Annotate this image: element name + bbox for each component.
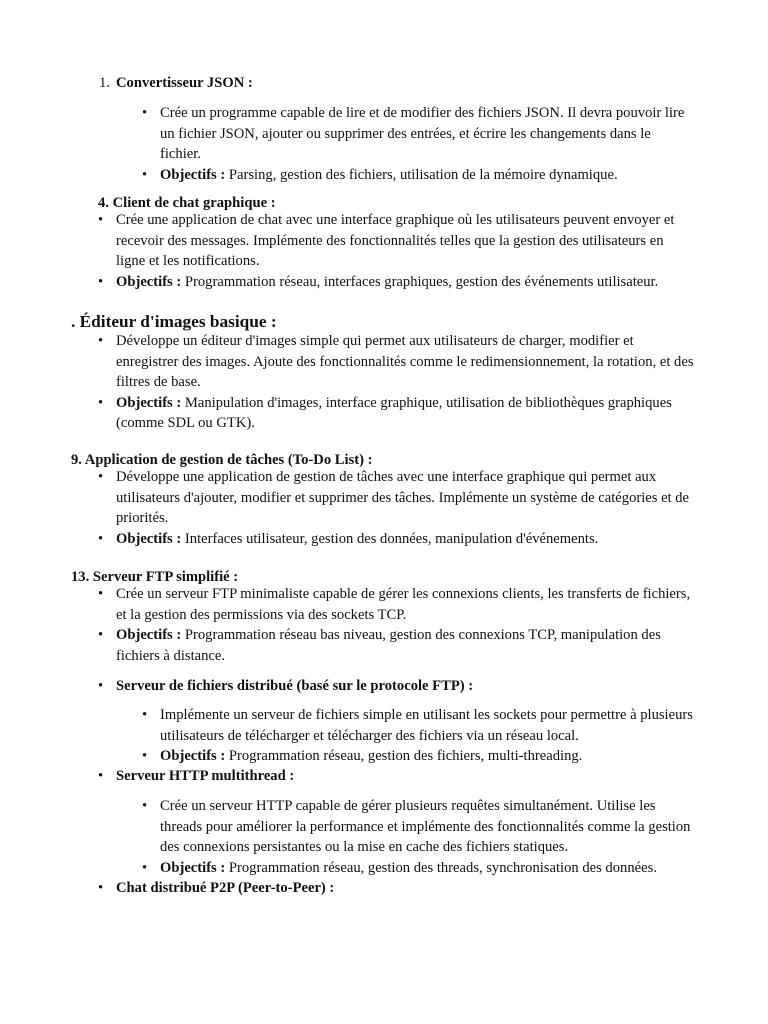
section-heading: Serveur HTTP multithread : (116, 768, 295, 784)
item-text: Objectifs : Parsing, gestion des fichiers, utilisation de la mémoire dynamique. (160, 166, 618, 183)
objectifs-label: Objectifs : (160, 748, 226, 764)
list-item (142, 858, 694, 879)
item-text: Crée un serveur FTP minimaliste capable de gérer les connexions clients, les transferts de fichiers, et la gestion des permissions via des sockets TCP. (116, 586, 691, 623)
section-json-converter-items (142, 103, 694, 185)
item-text: Objectifs : Interfaces utilisateur, gestion des données, manipulation d'événements. (116, 530, 599, 547)
item-text: Objectifs : Programmation réseau, gestion des threads, synchronisation des données. (160, 859, 657, 876)
section-heading: Convertisseur JSON : (116, 75, 253, 91)
objectifs-label: Objectifs : (160, 859, 226, 876)
objectifs-label: Objectifs : (160, 166, 226, 183)
bullet: • (142, 859, 148, 876)
bullet: • (98, 394, 104, 411)
section-distributed-file-server-items (142, 705, 694, 767)
list-item (142, 705, 694, 746)
section-http-server-items (142, 796, 694, 878)
bullet: • (98, 469, 104, 485)
bullet: • (98, 880, 104, 896)
bullet: • (98, 212, 104, 228)
section-http-server (98, 766, 696, 787)
list-item (142, 746, 694, 767)
list-number: 1. (99, 75, 110, 91)
bullet: • (142, 105, 148, 121)
item-text: Objectifs : Programmation réseau, gestion des fichiers, multi-threading. (160, 748, 583, 764)
list-item (98, 467, 696, 529)
bullet: • (98, 273, 104, 290)
section-json-converter (99, 73, 706, 94)
item-text: Objectifs : Manipulation d'images, interface graphique, utilisation de bibliothèques graphiques (comme SDL ou GTK). (116, 394, 672, 431)
list-item (98, 272, 696, 293)
list-item (98, 625, 696, 666)
item-text: Développe un éditeur d'images simple qui permet aux utilisateurs de charger, modifier et enregistrer des images. Ajoute des fonctionnalités comme le redimensionnement, la rotation, et des filtres de base. (116, 333, 694, 390)
bullet: • (98, 586, 104, 602)
section-heading: Serveur de fichiers distribué (basé sur le protocole FTP) : (116, 678, 474, 694)
section-chat-client-items (98, 210, 696, 292)
item-text: Développe une application de gestion de tâches avec une interface graphique qui permet aux utilisateurs d'ajouter, modifier et supprimer des tâches. Implémente un système de catégories et de priorités. (116, 469, 690, 526)
objectifs-label: Objectifs : (116, 530, 182, 547)
section-todo-app-items (98, 467, 696, 549)
objectifs-label: Objectifs : (116, 273, 182, 290)
item-text: Crée une application de chat avec une interface graphique où les utilisateurs peuvent envoyer et recevoir des messages. Implémente des fonctionnalités telles que la gestion des utilisateurs en ligne et les notifications. (116, 212, 675, 269)
list-item (98, 331, 696, 393)
section-image-editor-items (98, 331, 696, 434)
objectifs-label: Objectifs : (116, 394, 182, 411)
bullet: • (98, 333, 104, 349)
section-heading: Chat distribué P2P (Peer-to-Peer) : (116, 880, 335, 896)
bullet: • (142, 166, 148, 183)
section-image-editor (71, 311, 691, 333)
bullet: • (98, 768, 104, 784)
bullet: • (142, 748, 148, 764)
objectifs-label: Objectifs : (116, 627, 182, 643)
section-p2p-chat (98, 878, 696, 899)
section-heading: 9. Application de gestion de tâches (To-Do List) : (71, 452, 373, 468)
item-text: Crée un programme capable de lire et de modifier des fichiers JSON. Il devra pouvoir lire un fichier JSON, ajouter ou supprimer des entrées, et écrire les changements dans le fichier. (160, 105, 685, 162)
section-ftp-server-items (98, 584, 696, 666)
section-heading: 13. Serveur FTP simplifié : (71, 569, 239, 585)
bullet: • (98, 678, 104, 694)
bullet: • (142, 707, 148, 723)
bullet: • (98, 627, 104, 643)
section-heading: 4. Client de chat graphique : (98, 195, 276, 211)
section-heading: . Éditeur d'images basique : (71, 312, 277, 331)
item-text: Implémente un serveur de fichiers simple en utilisant les sockets pour permettre à plusieurs utilisateurs de télécharger et télécharger des fichiers via un réseau local. (160, 707, 693, 744)
list-item (142, 165, 694, 186)
list-item (98, 210, 696, 272)
list-item (98, 529, 696, 550)
item-text: Objectifs : Programmation réseau, interfaces graphiques, gestion des événements utilisateur. (116, 273, 659, 290)
section-distributed-file-server (98, 676, 696, 697)
list-item (142, 796, 694, 858)
list-item (98, 584, 696, 625)
item-text: Crée un serveur HTTP capable de gérer plusieurs requêtes simultanément. Utilise les threads pour améliorer la performance et implémente des fonctionnalités comme la gestion des connexions persistantes ou la mise en cache des fichiers statiques. (160, 798, 691, 855)
list-item (142, 103, 694, 165)
list-item (98, 393, 696, 434)
bullet: • (142, 798, 148, 814)
item-text: Objectifs : Programmation réseau bas niveau, gestion des connexions TCP, manipulation des fichiers à distance. (116, 627, 661, 664)
bullet: • (98, 530, 104, 547)
